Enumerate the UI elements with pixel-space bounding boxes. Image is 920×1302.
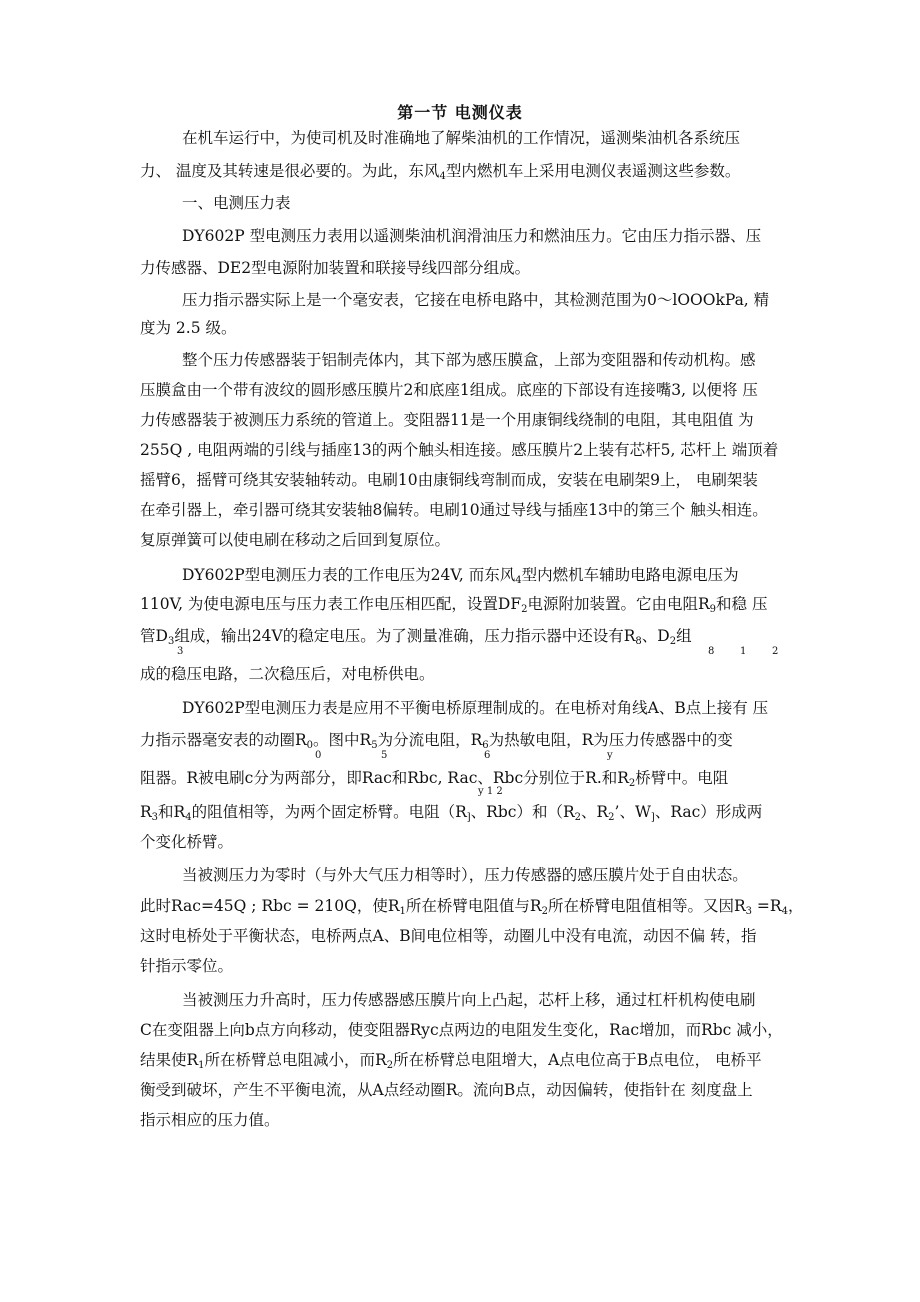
paragraph-line: DY602P型电测压力表是应用不平衡电桥原理制成的。在电桥对角线A、B点上接有 压 bbox=[182, 699, 769, 717]
paragraph-line: 压力指示器实际上是一个毫安表，它接在电桥电路中，其检测范围为0～lOOOkPa, 精 bbox=[182, 291, 770, 309]
paragraph-line: 当被测压力为零时（与外大气压力相等时），压力传感器的感压膜片处于自由状态。 bbox=[182, 866, 748, 884]
paragraph-line: 在机车运行中，为使司机及时准确地了解柴油机的工作情况，遥测柴油机各系统压 bbox=[182, 129, 741, 147]
subscript: 4 bbox=[439, 171, 446, 182]
text-run: 型内燃机车上采用电测仪表遥测这些参数。 bbox=[445, 162, 741, 180]
paragraph-line: 255Q , 电阻两端的引线与插座13的两个触头相连接。感压膜片2上装有芯杆5, 芯杆上 端顶着 bbox=[140, 441, 779, 459]
paragraph-line: 衡受到破坏，产生不平衡电流，从A点经动圈R。流向B点，动因偏转，使指针在 刻度盘上 bbox=[140, 1081, 753, 1099]
subscript: 4 bbox=[185, 812, 192, 823]
paragraph-line: DY602P 型电测压力表用以遥测柴油机润滑油压力和燃油压力。它由压力指示器、压 bbox=[182, 227, 762, 245]
text-run: ， bbox=[787, 897, 804, 915]
paragraph-line: 整个压力传感器装于铝制壳体内，其下部为感压膜盒，上部为变阻器和传动机构。感 bbox=[182, 351, 756, 369]
paragraph-line bbox=[182, 565, 739, 591]
text-run: 组成，输出24V的稳定电压。为了测量准确，压力指示器中还设有R bbox=[174, 627, 636, 645]
subscript: 2 bbox=[521, 604, 528, 615]
subscript-row: 0 bbox=[315, 750, 322, 761]
text-run: ’、W bbox=[614, 803, 651, 821]
section-title: 第一节 电测仪表 bbox=[397, 103, 523, 122]
paragraph-line: 在牵引器上，牵引器可绕其安装轴8偏转。电刷10通过导线与插座13中的第三个 触头相连。 bbox=[140, 501, 768, 519]
text-run: 、Rac）形成两 bbox=[654, 803, 763, 821]
paragraph-line: 当被测压力升高时，压力传感器感压膜片向上凸起，芯杆上移，通过杠杆机构使电刷 bbox=[182, 991, 756, 1009]
subscript: 2 bbox=[574, 812, 581, 823]
subscript: ] bbox=[466, 812, 471, 823]
paragraph-line: 度为 2.5 级。 bbox=[140, 319, 237, 337]
subscript: 4 bbox=[515, 575, 522, 586]
text-run: =R bbox=[752, 897, 782, 915]
text-run: 力指示器毫安表的动圈R bbox=[140, 731, 307, 749]
text-run: 、Rbc）和（R bbox=[470, 803, 575, 821]
subscript-row: 1 bbox=[740, 646, 747, 657]
text-run: 此时Rac=45Q ; Rbc = 210Q，使R bbox=[140, 897, 400, 915]
paragraph-line bbox=[140, 626, 692, 652]
paragraph-line: 个变化桥臂。 bbox=[140, 833, 234, 851]
subscript: 1 bbox=[399, 906, 406, 917]
subscript-row: y 1 2 bbox=[478, 786, 503, 797]
text-run: 组 bbox=[676, 627, 692, 645]
paragraph-line: 力传感器、DE2型电源附加装置和联接导线四部分组成。 bbox=[140, 259, 531, 277]
text-run: 所在桥臂电阻值与R bbox=[405, 897, 542, 915]
text-run: 结果使R bbox=[140, 1051, 199, 1069]
paragraph-line bbox=[140, 768, 728, 794]
subscript: 2 bbox=[608, 812, 615, 823]
paragraph-line: 摇臂6，摇臂可绕其安装轴转动。电刷10由康铜线弯制而成，安装在电刷架9上， 电刷架装 bbox=[140, 471, 758, 489]
paragraph-line: 压膜盒由一个带有波纹的圆形感压膜片2和底座1组成。底座的下部设有连接嘴3, 以便将 压 bbox=[140, 381, 758, 399]
text-run: 力、 温度及其转速是很必要的。为此，东风 bbox=[140, 162, 440, 180]
text-run: 为分流电阻，R bbox=[377, 731, 483, 749]
text-run: 电源附加装置。它由电阻R bbox=[527, 595, 710, 613]
subscript: 3 bbox=[167, 636, 175, 647]
text-run: 的阻值相等，为两个固定桥臂。电阻（R bbox=[191, 803, 467, 821]
subscript: 8 bbox=[635, 636, 642, 647]
text-run: 型内燃机车辅助电路电源电压为 bbox=[521, 566, 739, 584]
text-run: 所在桥臂总电阻减小，而R bbox=[204, 1051, 387, 1069]
subscript: 2 bbox=[669, 636, 677, 647]
text-run: 、D bbox=[641, 627, 670, 645]
text-run: 所在桥臂电阻值相等。又因R bbox=[547, 897, 746, 915]
subscript-row: 5 bbox=[381, 750, 388, 761]
text-run: 管D bbox=[140, 627, 168, 645]
text-run: 、R bbox=[581, 803, 609, 821]
text-run: 和稳 压 bbox=[716, 595, 768, 613]
subscript: 9 bbox=[709, 604, 717, 615]
subscript: ] bbox=[650, 812, 655, 823]
paragraph-line: 针指示零位。 bbox=[140, 957, 234, 975]
paragraph-line bbox=[140, 730, 733, 756]
paragraph-line: 这时电桥处于平衡状态，电桥两点A、B间电位相等，动圈儿中没有电流，动因不偏 转，指 bbox=[140, 927, 757, 945]
text-run: 所在桥臂总电阻增大，A点电位高于B点电位， 电桥平 bbox=[393, 1051, 762, 1069]
section-heading: 一、电测压力表 bbox=[182, 194, 291, 212]
subscript-row: 8 bbox=[708, 646, 715, 657]
subscript: 0 bbox=[306, 740, 314, 751]
subscript-row: 6 bbox=[484, 750, 491, 761]
paragraph-line bbox=[140, 802, 762, 828]
paragraph-line bbox=[140, 161, 740, 187]
paragraph-line bbox=[140, 896, 803, 922]
subscript-row: y bbox=[607, 750, 613, 761]
paragraph-line bbox=[140, 1050, 762, 1076]
text-run: 110V, 为使电源电压与压力表工作电压相匹配，设置DF bbox=[140, 595, 522, 613]
text-run: DY602P型电测压力表的工作电压为24V, 而东风 bbox=[182, 566, 516, 584]
text-run: 和R bbox=[158, 803, 186, 821]
paragraph-line: 复原弹簧可以使电刷在移动之后回到复原位。 bbox=[140, 531, 451, 549]
paragraph-line bbox=[140, 594, 767, 620]
paragraph-line: C在变阻器上向b点方向移动，使变阻器Ryc点两边的电阻发生变化，Rac增加，而Rbc 减小， bbox=[140, 1021, 783, 1039]
subscript-row: 3 bbox=[177, 646, 184, 657]
paragraph-line: 指示相应的压力值。 bbox=[140, 1111, 280, 1129]
text-run: R bbox=[140, 803, 152, 821]
paragraph-line: 力传感器装于被测压力系统的管道上。变阻器11是一个用康铜线绕制的电阻，其电阻值 为 bbox=[140, 411, 754, 429]
subscript: 4 bbox=[781, 906, 788, 917]
subscript: 6 bbox=[482, 740, 489, 751]
subscript: 3 bbox=[151, 812, 159, 823]
subscript-row: 2 bbox=[772, 646, 779, 657]
text-run: 。图中R bbox=[313, 731, 372, 749]
subscript: 3 bbox=[745, 906, 752, 917]
paragraph-line: 成的稳压电路，二次稳压后，对电桥供电。 bbox=[140, 665, 435, 683]
text-run: 桥臂中。电阻 bbox=[635, 769, 729, 787]
subscript: 2 bbox=[386, 1060, 394, 1071]
text-run: 阻器。R被电刷c分为两部分，即Rac和Rbc, Rac、Rbc分别位于R.和R bbox=[140, 769, 629, 787]
subscript: 2 bbox=[541, 906, 548, 917]
subscript: 1 bbox=[198, 1060, 205, 1071]
subscript: 5 bbox=[371, 740, 378, 751]
subscript: 2 bbox=[628, 778, 636, 789]
text-run: 为热敏电阻，R为压力传感器中的变 bbox=[488, 731, 733, 749]
